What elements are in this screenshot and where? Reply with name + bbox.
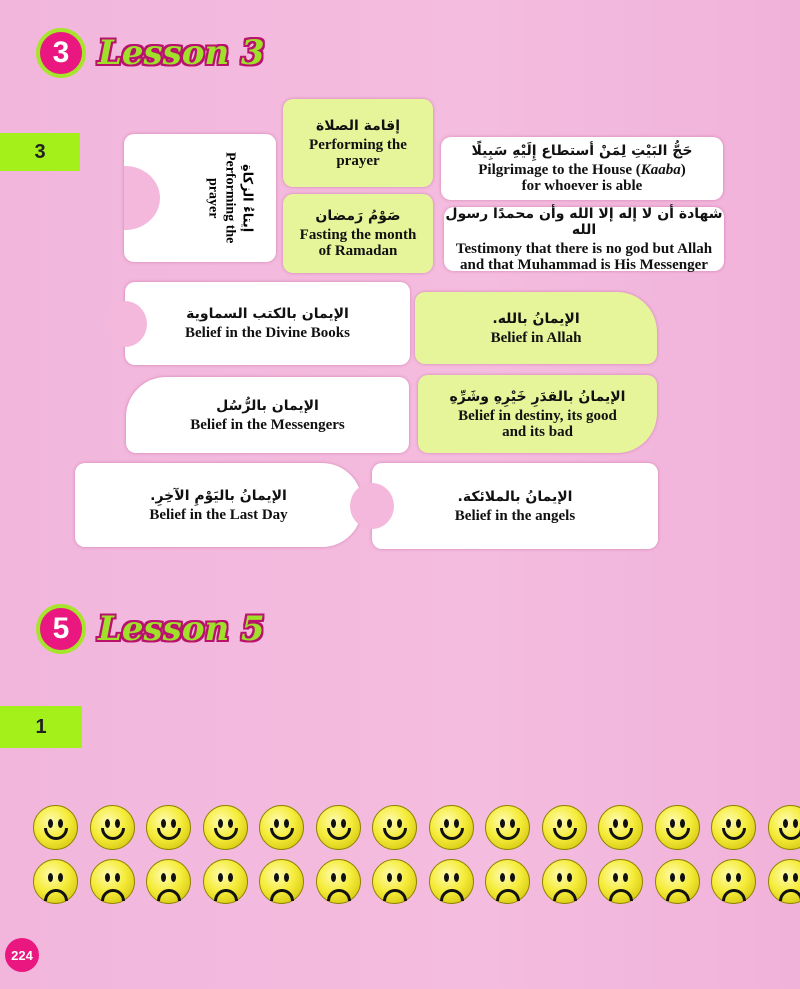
happy-face-icon[interactable] xyxy=(90,805,135,850)
sad-face-icon[interactable] xyxy=(429,859,474,904)
happy-face-icon[interactable] xyxy=(711,805,756,850)
sad-face-icon[interactable] xyxy=(146,859,191,904)
sad-face-icon[interactable] xyxy=(316,859,361,904)
card-english: Belief in the Messengers xyxy=(190,416,345,433)
happy-face-icon[interactable] xyxy=(598,805,643,850)
lesson-title: Lesson 3 xyxy=(98,33,265,73)
happy-faces-row xyxy=(33,805,800,850)
lesson-number: 5 xyxy=(52,612,70,645)
card-divine-books[interactable] xyxy=(125,282,410,365)
card-english: Belief in Allah xyxy=(490,329,582,346)
card-arabic: صَوْمُ رَمضان xyxy=(315,208,401,224)
card-destiny[interactable] xyxy=(418,375,657,453)
card-arabic: إيتاءُ الزكاةِ xyxy=(239,163,255,233)
vertical-text-wrap xyxy=(184,134,276,262)
page-number: 224 xyxy=(5,938,39,972)
card-performing-prayer[interactable] xyxy=(283,99,433,187)
exercise-number-tab: 1 xyxy=(0,706,82,748)
card-english: Belief in the Last Day xyxy=(149,506,288,523)
sad-face-icon[interactable] xyxy=(372,859,417,904)
lesson-3-header xyxy=(36,28,265,78)
card-last-day[interactable] xyxy=(75,463,362,547)
card-arabic: الإيمانُ بالقدَرِ خَيْرِهِ وشَرِّهِ xyxy=(449,388,626,405)
happy-face-icon[interactable] xyxy=(259,805,304,850)
lesson-title: Lesson 5 xyxy=(98,609,265,649)
card-english: Belief in the angels xyxy=(454,507,576,524)
card-english xyxy=(467,162,697,194)
sad-faces-row xyxy=(33,859,800,904)
card-arabic: الإيمانُ بالملائكة. xyxy=(457,488,573,505)
card-testimony[interactable] xyxy=(444,207,724,271)
happy-face-icon[interactable] xyxy=(655,805,700,850)
card-english: Testimony that there is no god but Allah and that Muhammad is His Messenger xyxy=(455,240,713,273)
card-pilgrimage[interactable] xyxy=(441,137,723,200)
happy-face-icon[interactable] xyxy=(542,805,587,850)
sad-face-icon[interactable] xyxy=(655,859,700,904)
puzzle-card-zakat[interactable] xyxy=(124,134,276,262)
happy-face-icon[interactable] xyxy=(768,805,800,850)
card-english-italic: Kaaba xyxy=(640,162,681,178)
card-arabic: الإيمان بالرُّسُل xyxy=(216,397,319,414)
card-english: Fasting the month of Ramadan xyxy=(299,227,417,259)
card-arabic: الإيمان بالكتب السماوية xyxy=(186,306,349,322)
happy-face-icon[interactable] xyxy=(429,805,474,850)
happy-face-icon[interactable] xyxy=(372,805,417,850)
card-arabic: حَجُّ البَيْتِ لِمَنْ أستطاع إِلَيْهِ سَبِيلًا xyxy=(471,143,693,159)
card-fasting[interactable] xyxy=(283,194,433,273)
card-english-part: Pilgrimage to the House ( xyxy=(478,162,641,178)
sad-face-icon[interactable] xyxy=(203,859,248,904)
vertical-card-text xyxy=(205,134,256,262)
card-arabic: الإيمانُ بالله. xyxy=(492,310,580,327)
card-messengers[interactable] xyxy=(126,377,409,453)
lesson-number: 3 xyxy=(52,36,70,69)
card-angels[interactable] xyxy=(372,463,658,549)
card-belief-allah[interactable] xyxy=(415,292,657,364)
card-arabic: الإيمانُ باليَوْمِ الآخِرِ. xyxy=(150,487,287,504)
happy-face-icon[interactable] xyxy=(33,805,78,850)
sad-face-icon[interactable] xyxy=(711,859,756,904)
happy-face-icon[interactable] xyxy=(316,805,361,850)
card-english-part: ) for whoever is able xyxy=(521,162,686,194)
card-english: Performing the prayer xyxy=(205,152,238,244)
happy-face-icon[interactable] xyxy=(146,805,191,850)
lesson-number-badge xyxy=(36,28,86,78)
puzzle-notch xyxy=(124,166,160,230)
sad-face-icon[interactable] xyxy=(33,859,78,904)
sad-face-icon[interactable] xyxy=(485,859,530,904)
sad-face-icon[interactable] xyxy=(768,859,800,904)
sad-face-icon[interactable] xyxy=(259,859,304,904)
sad-face-icon[interactable] xyxy=(90,859,135,904)
lesson-number-badge xyxy=(36,604,86,654)
card-arabic: شهادة أن لا إله إلا الله وأن محمدًا رسول الله xyxy=(445,205,723,238)
card-english: Performing the prayer xyxy=(309,136,407,169)
happy-face-icon[interactable] xyxy=(485,805,530,850)
card-english: Belief in destiny, its good and its bad xyxy=(458,407,617,440)
card-arabic: إقامة الصلاة xyxy=(316,117,400,134)
card-english: Belief in the Divine Books xyxy=(184,325,350,341)
exercise-number-tab: 3 xyxy=(0,133,80,171)
sad-face-icon[interactable] xyxy=(598,859,643,904)
happy-face-icon[interactable] xyxy=(203,805,248,850)
lesson-5-header xyxy=(36,604,265,654)
sad-face-icon[interactable] xyxy=(542,859,587,904)
